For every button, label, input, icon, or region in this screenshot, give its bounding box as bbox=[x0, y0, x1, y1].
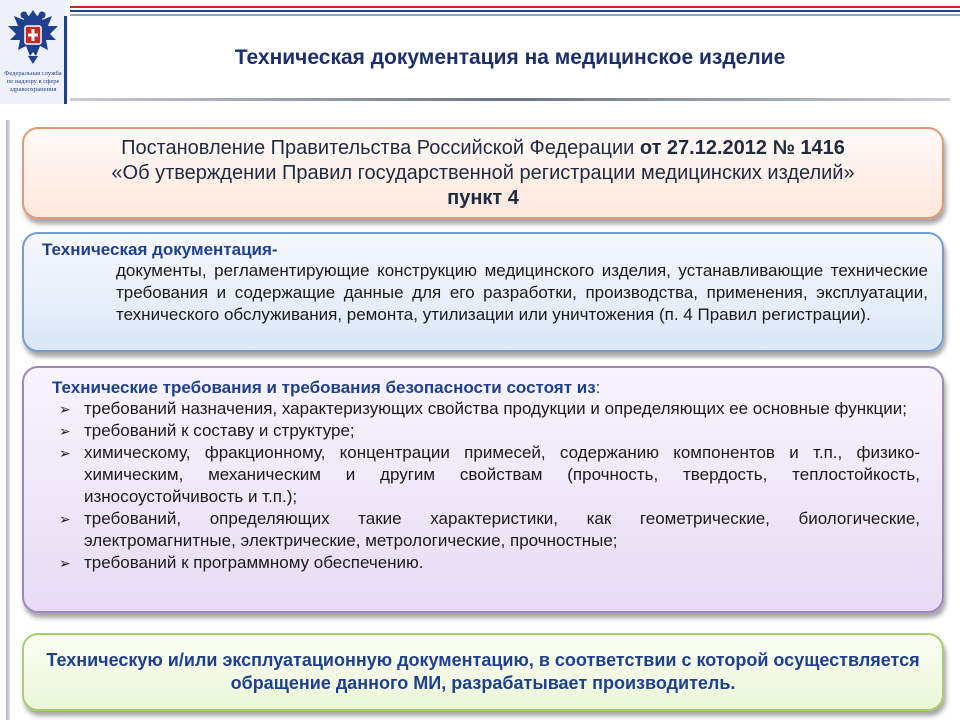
arrowhead-bullet-icon: ➢ bbox=[59, 511, 71, 527]
developer-note-box bbox=[22, 633, 944, 711]
developer-note-text: Техническую и/или эксплуатационную документацию, в соответствии с которой осуществляется обращение данного МИ, разрабатывает производитель. bbox=[46, 650, 920, 693]
double-headed-eagle-emblem-icon bbox=[6, 6, 60, 68]
roszdravnadzor-logo bbox=[0, 0, 66, 104]
arrowhead-bullet-icon: ➢ bbox=[59, 423, 71, 439]
page-title: Техническая документация на медицинское изделие bbox=[234, 46, 786, 69]
header-stripes bbox=[70, 6, 960, 16]
decree-clause: пункт 4 bbox=[447, 187, 519, 209]
decree-date-number: от 27.12.2012 № 1416 bbox=[639, 137, 845, 159]
definition-box bbox=[22, 232, 944, 352]
definition-text: документы, регламентирующие конструкцию медицинского изделия, устанавливающие технические требования и содержащие данные для его разработки, производства, применения, эксплуатации, технического обслуживания, ремонта, утилизации или уничтожения (п. 4 Правил регистрации). bbox=[116, 261, 928, 324]
decree-box bbox=[22, 127, 944, 219]
logo-divider bbox=[64, 16, 67, 104]
requirements-list bbox=[52, 398, 920, 574]
list-item: ➢ требований назначения, характеризующих свойства продукции и определяющих ее основные функции; bbox=[59, 399, 907, 418]
list-item: ➢ требований, определяющих такие характеристики, как геометрические, биологические, электромагнитные, электрические, метрологические, прочностные; bbox=[59, 509, 920, 550]
arrowhead-bullet-icon: ➢ bbox=[59, 401, 71, 417]
decree-name: Постановление Правительства Российской Федерации bbox=[121, 137, 640, 159]
decree-title: «Об утверждении Правил государственной регистрации медицинских изделий» bbox=[111, 162, 855, 184]
arrowhead-bullet-icon: ➢ bbox=[59, 555, 71, 571]
header-divider bbox=[70, 98, 950, 101]
list-item: ➢ требований к программному обеспечению. bbox=[59, 553, 424, 572]
arrowhead-bullet-icon: ➢ bbox=[59, 445, 71, 461]
definition-title: Техническая документация- bbox=[42, 240, 278, 259]
list-item: ➢ химическому, фракционному, концентрации примесей, содержанию компонентов и т.п., физико-химическим, механическим и другим свойствам (прочность, твердость, теплостойкость, износоустойчивость и т.п.); bbox=[59, 443, 920, 506]
list-item: ➢ требований к составу и структуре; bbox=[59, 421, 355, 440]
decree-line-1 bbox=[24, 136, 942, 161]
left-decorative-line bbox=[6, 120, 10, 720]
requirements-box bbox=[22, 366, 944, 613]
logo-caption: Федеральная служба по надзору в сфере здравоохранения bbox=[4, 70, 62, 93]
requirements-title: Технические требования и требования безопасности состоят из: bbox=[52, 378, 601, 397]
